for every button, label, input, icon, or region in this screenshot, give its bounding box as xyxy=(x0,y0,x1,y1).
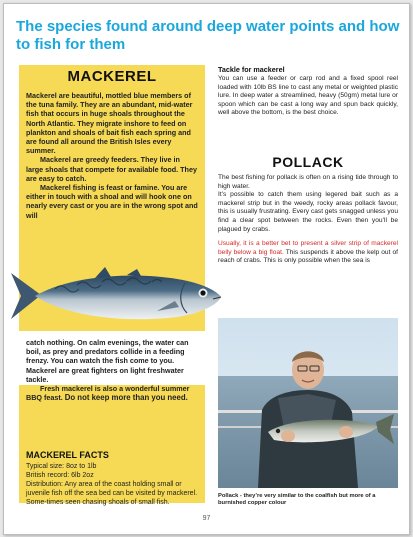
mackerel-fish-illustration xyxy=(7,259,223,335)
fact-british-record: British record: 6lb 2oz xyxy=(26,472,94,479)
pollack-heading: POLLACK xyxy=(272,154,344,170)
mackerel-paragraph-3a: Mackerel fishing is feast or famine. You are either in touch with a shoal and will hook one on nearly every cast or you are in the wrong spot and will xyxy=(26,183,198,220)
pollack-paragraph-2: It’s possible to catch them using legered bait such as a mackerel strip but in the weedy, rocky areas pollack favour, this is usually frustrating. Every cast gets snagged unless you find a clear spot between the rocks. Even then you’ll be plagued by crabs. xyxy=(218,191,398,233)
pollack-tip-red: Usually, it is a better bet to present a silver strip of mackerel belly below a big float. xyxy=(218,240,398,256)
mackerel-facts-list xyxy=(26,462,201,507)
mackerel-paragraph-1: Mackerel are beautiful, mottled blue members of the tuna family. They are an abundant, mid-water fish that occurs in huge shoals throughout the North Atlantic. They migrate inshore to feed on plankton and shoals of bait fish each spring and are found all around the British Isles every summer. xyxy=(26,91,193,156)
tackle-text: You can use a feeder or carp rod and a fixed spool reel loaded with 10lb BS line to cast any metal or weighted plastic lure. In deep water a streamlined, heavy (50gm) metal lure or spoon which can be cast a long way and spun back quickly, well above the bottom, is the best choice. xyxy=(218,75,398,117)
mackerel-warning: Do not keep more than you need. xyxy=(64,393,188,403)
mackerel-paragraph-3b: catch nothing. On calm evenings, the water can boil, as prey and predators collide in a feeding frenzy. You can watch the fish come to you. Mackerel are great fighters on light freshwater tackle. xyxy=(26,338,189,384)
mackerel-paragraph-4 xyxy=(26,384,198,402)
angler-pollack-photo xyxy=(218,318,398,488)
tackle-heading: Tackle for mackerel xyxy=(218,65,285,74)
page-number: 97 xyxy=(202,515,211,522)
photo-caption: Pollack - they’re very similar to the coalfish but more of a burnished copper colour xyxy=(218,493,376,507)
pollack-tip-rest: This suspends it above the kelp out of reach of crabs. This is only possible when the sea is xyxy=(218,248,398,265)
pollack-paragraph-1: The best fishing for pollack is often on a rising tide through to high water. xyxy=(218,174,398,190)
mackerel-bbq-text: Fresh mackerel is also a wonderful summer BBQ feast. xyxy=(26,384,190,403)
mackerel-text-top xyxy=(26,91,198,220)
pollack-text xyxy=(218,174,398,266)
mackerel-facts-heading: MACKEREL FACTS xyxy=(26,450,109,460)
mackerel-paragraph-2: Mackerel are greedy feeders. They live in large shoals that compete for available food. They are easy to catch. xyxy=(26,155,197,183)
book-page xyxy=(3,3,410,535)
fact-typical-size: Typical size: 8oz to 1lb xyxy=(26,463,97,470)
page-title: The species found around deep water points and how to fish for them xyxy=(16,18,400,53)
mackerel-heading: MACKEREL xyxy=(67,68,157,85)
pollack-paragraph-3 xyxy=(218,240,398,266)
fact-distribution: Distribution: Any area of the coast holding small or juvenile fish off the sea bed can be visited by mackerel. Some-times seen chasing shoals of small fish. xyxy=(26,481,198,506)
mackerel-text-bottom xyxy=(26,338,198,402)
